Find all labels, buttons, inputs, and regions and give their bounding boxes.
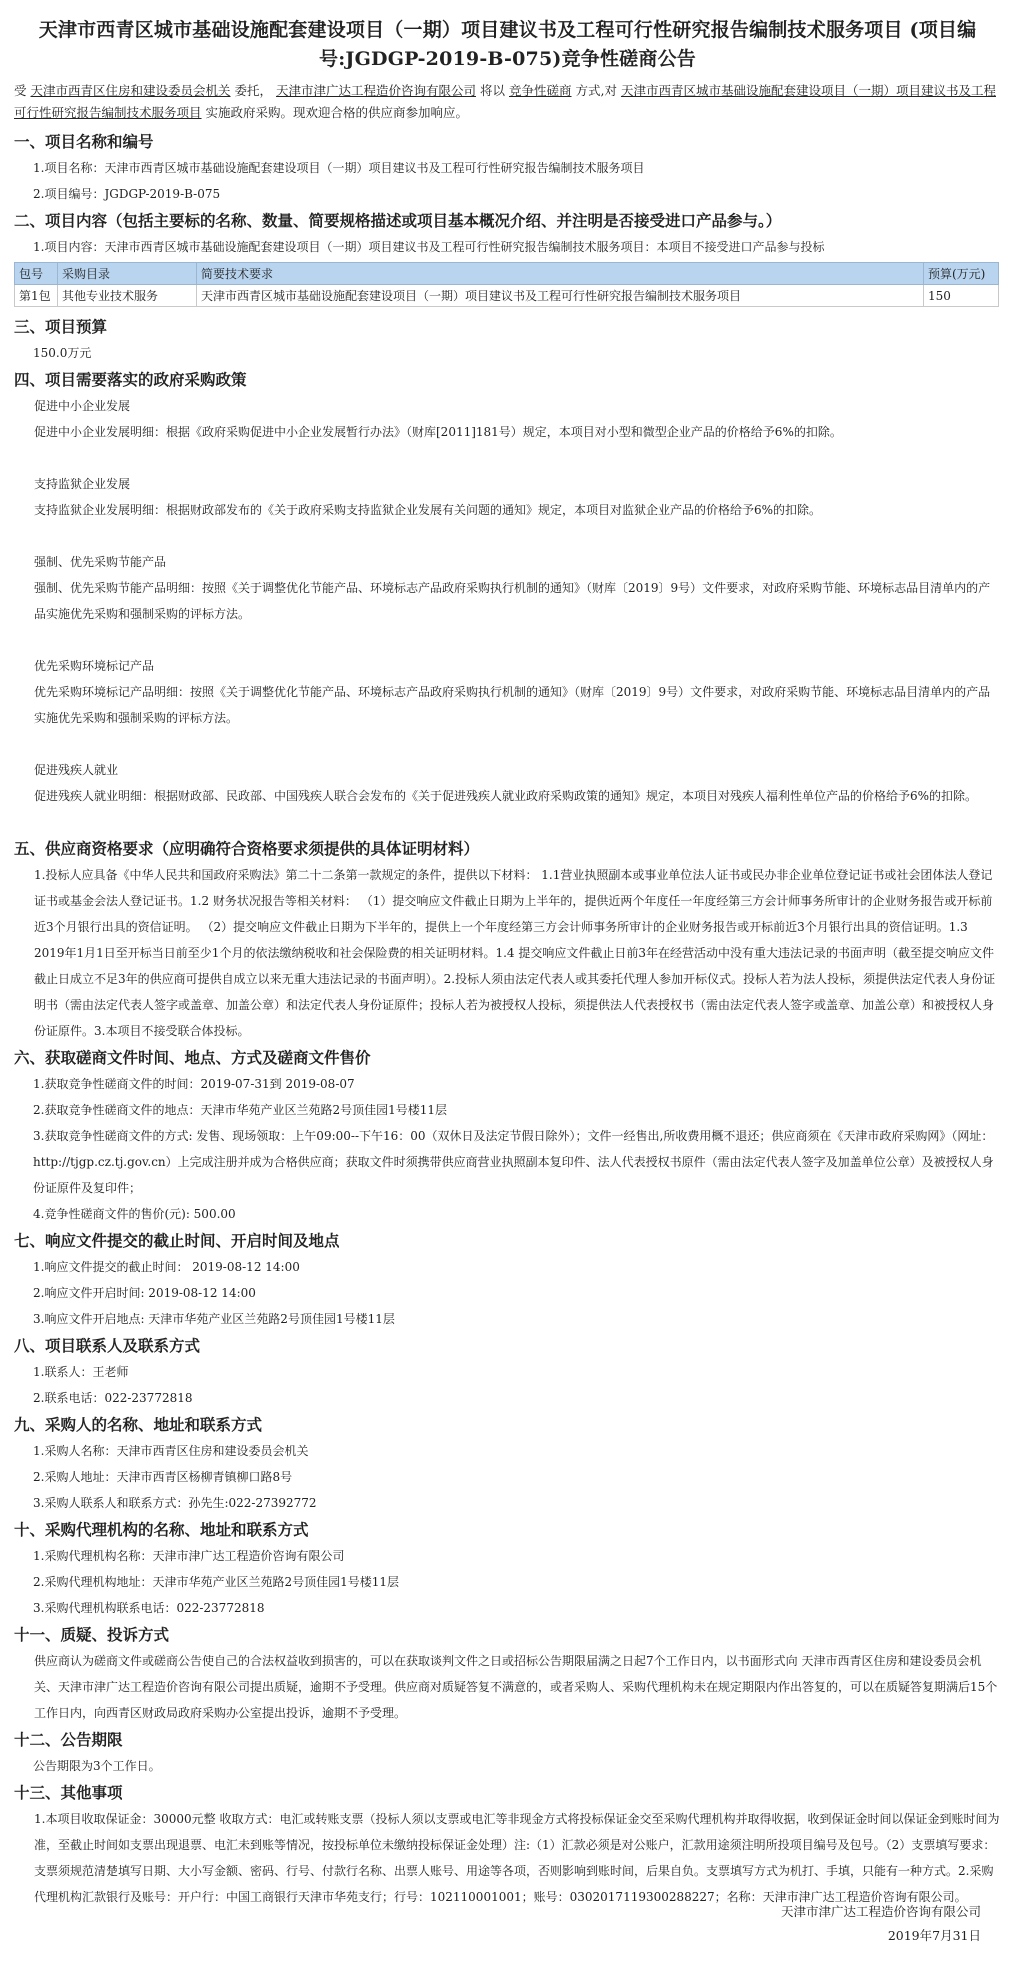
header-package-no: 包号 <box>15 263 58 285</box>
policy-sme-detail: 促进中小企业发展明细：根据《政府采购促进中小企业发展暂行办法》（财库[2011]181号）规定，本项目对小型和微型企业产品的价格给予6%的扣除。 <box>34 425 842 439</box>
other-matters-text: 1.本项目收取保证金：30000元整 收取方式：电汇或转账支票（投标人须以支票或电汇等非现金方式将投标保证金交至采购代理机构并取得收据，收到保证金时间以保证金到账时间为准，至截止时间如支票出现退票、电汇未到账等情况，按投标单位未缴纳投标保证金处理）注:（1）汇款必须是对公账户，汇款用途须注明所投项目编号及包号。（2）支票填写要求：支票须规范清楚填写日期、大小写金额、密码、行号、付款行名称、出票人账号、用途等各项，否则影响到账时间，后果自负。支票填写方式为机打、手填，只能有一种方式。2.采购代理机构汇款银行及账号：开户行：中国工商银行天津市华苑支行；行号：102110001001；账号：0302017119300288227；名称：天津市津广达工程造价咨询有限公司。 <box>34 1812 1000 1904</box>
header-tech-req: 简要技术要求 <box>197 263 924 285</box>
policy-prison-title: 支持监狱企业发展 <box>34 477 131 491</box>
opening-time-line: 2.响应文件开启时间: 2019-08-12 14:00 <box>33 1286 256 1300</box>
notice-period-line: 公告期限为3个工作日。 <box>33 1759 161 1773</box>
agency-address-line: 2.采购代理机构地址：天津市华苑产业区兰苑路2号顶佳园1号楼11层 <box>33 1575 399 1589</box>
policy-energy-title: 强制、优先采购节能产品 <box>34 555 167 569</box>
policy-energy-detail: 强制、优先采购节能产品明细：按照《关于调整优化节能产品、环境标志产品政府采购执行机制的通知》（财库〔2019〕9号）文件要求，对政府采购节能、环境标志品目清单内的产品实施优先采购和强制采购的评标方法。 <box>34 581 991 621</box>
project-number-line: 2.项目编号：JGDGP-2019-B-075 <box>33 187 221 201</box>
table-header-row <box>15 263 999 285</box>
intro-paragraph <box>14 80 1001 124</box>
project-name-line: 1.项目名称：天津市西青区城市基础设施配套建设项目（一期）项目建议书及工程可行性研究报告编制技术服务项目 <box>33 161 645 175</box>
section-6-heading: 六、获取磋商文件时间、地点、方式及磋商文件售价 <box>14 1048 371 1067</box>
table-row <box>15 285 999 307</box>
header-catalog: 采购目录 <box>58 263 197 285</box>
deadline-line: 1.响应文件提交的截止时间： 2019-08-12 14:00 <box>33 1260 300 1274</box>
buyer-link[interactable]: 天津市西青区住房和建设委员会机关 <box>30 83 231 98</box>
purchaser-contact-line: 3.采购人联系人和联系方式：孙先生:022-27392772 <box>33 1496 317 1510</box>
method-link[interactable]: 竞争性磋商 <box>509 83 572 98</box>
intro-text-3: 将以 <box>480 83 506 98</box>
cell-budget: 150 <box>924 285 999 307</box>
project-content-line: 1.项目内容：天津市西青区城市基础设施配套建设项目（一期）项目建议书及工程可行性研究报告编制技术服务项目：本项目不接受进口产品参与投标 <box>33 240 825 254</box>
doc-location-line: 2.获取竞争性磋商文件的地点：天津市华苑产业区兰苑路2号顶佳园1号楼11层 <box>33 1103 447 1117</box>
section-3-heading: 三、项目预算 <box>14 317 108 336</box>
header-budget: 预算(万元) <box>924 263 999 285</box>
section-5-heading: 五、供应商资格要求（应明确符合资格要求须提供的具体证明材料） <box>14 839 480 858</box>
doc-price-line: 4.竞争性磋商文件的售价(元): 500.00 <box>33 1207 236 1221</box>
policy-env-detail: 优先采购环境标记产品明细：按照《关于调整优化节能产品、环境标志产品政府采购执行机制的通知》（财库〔2019〕9号）文件要求，对政府采购节能、环境标志品目清单内的产品实施优先采购和强制采购的评标方法。 <box>34 685 991 725</box>
policy-disabled-title: 促进残疾人就业 <box>34 763 119 777</box>
section-4-heading: 四、项目需要落实的政府采购政策 <box>14 370 247 389</box>
agent-link[interactable]: 天津市津广达工程造价咨询有限公司 <box>276 83 477 98</box>
cell-package-no: 第1包 <box>15 285 58 307</box>
page-title: 天津市西青区城市基础设施配套建设项目（一期）项目建议书及工程可行性研究报告编制技术服务项目 (项目编号:JGDGP-2019-B-075)竞争性磋商公告 <box>38 19 977 70</box>
purchaser-address-line: 2.采购人地址：天津市西青区杨柳青镇柳口路8号 <box>33 1470 293 1484</box>
policy-env-title: 优先采购环境标记产品 <box>34 659 155 673</box>
opening-location-line: 3.响应文件开启地点: 天津市华苑产业区兰苑路2号顶佳园1号楼11层 <box>33 1312 395 1326</box>
agency-name-line: 1.采购代理机构名称：天津市津广达工程造价咨询有限公司 <box>33 1549 345 1563</box>
project-link[interactable]: 天津市西青区城市基础设施配套建设项目（一期）项目建议书及工程可行性研究报告编制技术服务项目 <box>14 83 996 120</box>
doc-time-line: 1.获取竞争性磋商文件的时间：2019-07-31到 2019-08-07 <box>33 1077 355 1091</box>
intro-text-2: 委托， <box>234 83 273 98</box>
cell-catalog: 其他专业技术服务 <box>58 285 197 307</box>
signature-org: 天津市津广达工程造价咨询有限公司 <box>780 1904 981 1919</box>
complaint-text: 供应商认为磋商文件或磋商公告使自己的合法权益收到损害的，可以在获取谈判文件之日或招标公告期限届满之日起7个工作日内，以书面形式向 天津市西青区住房和建设委员会机关、天津市津广达工程造价咨询有限公司提出质疑，逾期不予受理。供应商对质疑答复不满意的，或者采购人、采购代理机构未在规定期限内作出答复的，可以在质疑答复期满后15个工作日内，向西青区财政局政府采购办公室提出投诉，逾期不予受理。 <box>34 1654 998 1720</box>
section-2-heading: 二、项目内容（包括主要标的名称、数量、简要规格描述或项目基本概况介绍、并注明是否接受进口产品参与。） <box>14 211 782 230</box>
section-7-heading: 七、响应文件提交的截止时间、开启时间及地点 <box>14 1231 340 1250</box>
intro-text-1: 受 <box>14 83 27 98</box>
budget-value: 150.0万元 <box>33 346 92 360</box>
section-10-heading: 十、采购代理机构的名称、地址和联系方式 <box>14 1520 309 1539</box>
intro-text-5: 实施政府采购。现欢迎合格的供应商参加响应。 <box>205 105 469 120</box>
contact-phone-line: 2.联系电话：022-23772818 <box>33 1391 193 1405</box>
section-11-heading: 十一、质疑、投诉方式 <box>14 1625 170 1644</box>
signature-block <box>781 1900 981 1948</box>
qualification-text: 1.投标人应具备《中华人民共和国政府采购法》第二十二条第一款规定的条件，提供以下材料： 1.1营业执照副本或事业单位法人证书或民办非企业单位登记证书或社会团体法人登记证书或基金会法人登记证书。1.2 财务状况报告等相关材料： （1）提交响应文件截止日期为上半年的，提供近两个年度任一年度经第三方会计师事务所审计的企业财务报告或开标前近3个月银行出具的资信证明。 （2）提交响应文件截止日期为下半年的，提供上一个年度经第三方会计师事务所审计的企业财务报告或开标前近3个月银行出具的资信证明。1.3 2019年1月1日至开标当日前至少1个月的依法缴纳税收和社会保险费的相关证明材料。1.4 提交响应文件截止日前3年在经营活动中没有重大违法记录的书面声明（截至提交响应文件截止日成立不足3年的供应商可提供自成立以来无重大违法记录的书面声明）。2.投标人须由法定代表人或其委托代理人参加开标仪式。投标人若为法人投标，须提供法定代表人身份证明书（需由法定代表人签字或盖章、加盖公章）和法定代表人身份证原件；投标人若为被授权人投标，须提供法人代表授权书（需由法定代表人签字或盖章、加盖公章）和被授权人身份证原件。3.本项目不接受联合体投标。 <box>34 868 996 1038</box>
signature-date: 2019年7月31日 <box>887 1928 981 1943</box>
policy-disabled-detail: 促进残疾人就业明细：根据财政部、民政部、中国残疾人联合会发布的《关于促进残疾人就业政府采购政策的通知》规定，本项目对残疾人福利性单位产品的价格给予6%的扣除。 <box>34 789 978 803</box>
purchaser-name-line: 1.采购人名称：天津市西青区住房和建设委员会机关 <box>33 1444 309 1458</box>
section-12-heading: 十二、公告期限 <box>14 1730 123 1749</box>
doc-method-line: 3.获取竞争性磋商文件的方式: 发售、现场领取：上午09:00--下午16：00（双休日及法定节假日除外）；文件一经售出,所收费用概不退还；供应商须在《天津市政府采购网》（网址：http://tjgp.cz.tj.gov.cn）上完成注册并成为合格供应商；获取文件时须携带供应商营业执照副本复印件、法人代表授权书原件（需由法定代表人签字及加盖单位公章）及被授权人身份证原件及复印件； <box>33 1129 994 1195</box>
policy-sme-title: 促进中小企业发展 <box>34 399 131 413</box>
contact-person-line: 1.联系人：王老师 <box>33 1365 129 1379</box>
section-13-heading: 十三、其他事项 <box>14 1783 123 1802</box>
section-1-heading: 一、项目名称和编号 <box>14 132 154 151</box>
section-8-heading: 八、项目联系人及联系方式 <box>14 1336 201 1355</box>
section-9-heading: 九、采购人的名称、地址和联系方式 <box>14 1415 263 1434</box>
policy-prison-detail: 支持监狱企业发展明细：根据财政部发布的《关于政府采购支持监狱企业发展有关问题的通知》规定，本项目对监狱企业产品的价格给予6%的扣除。 <box>34 503 822 517</box>
cell-tech-req: 天津市西青区城市基础设施配套建设项目（一期）项目建议书及工程可行性研究报告编制技术服务项目 <box>197 285 924 307</box>
agency-phone-line: 3.采购代理机构联系电话：022-23772818 <box>33 1601 265 1615</box>
intro-text-4: 方式,对 <box>575 83 617 98</box>
package-table <box>14 262 999 307</box>
